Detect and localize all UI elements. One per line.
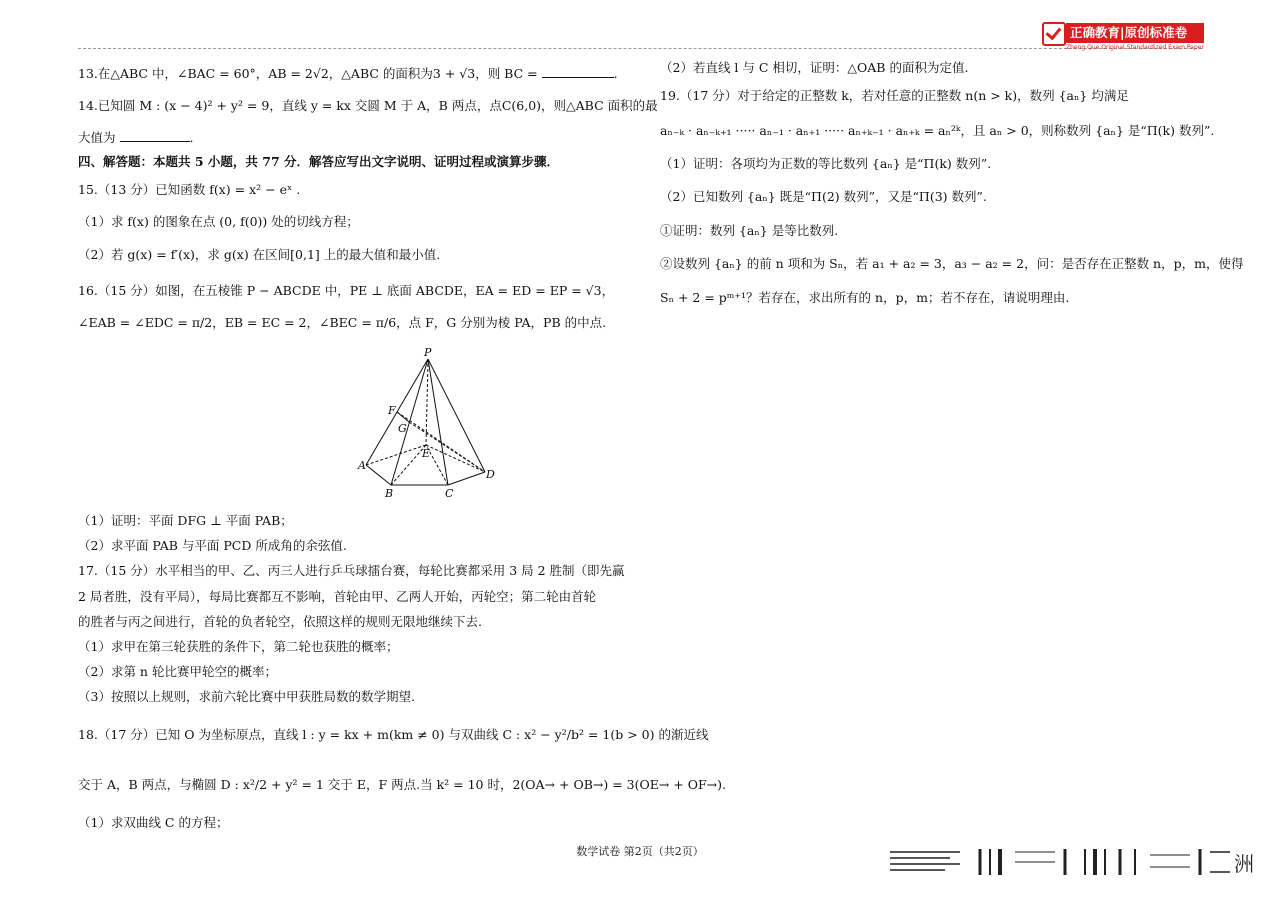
label-g: G [398,422,407,435]
question-17-cont2: 的胜者与丙之间进行，首轮的负者轮空，依照这样的规则无限地继续下去. [78,614,482,629]
question-19-part2-b: ②设数列 {aₙ} 的前 n 项和为 Sₙ，若 a₁ + a₂ = 3，a₃ − a₂ = 2，问：是否存在正整数 n，p，m，使得 [660,256,1244,271]
question-15: 15.（13 分）已知函数 f(x) = x² − eˣ . [78,182,301,197]
label-b: B [385,487,394,500]
answer-blank [120,130,190,142]
question-15-part2: （2）若 g(x) = f′(x)，求 g(x) 在区间[0,1] 上的最大值和最小值. [78,247,441,262]
question-16-cont: ∠EAB = ∠EDC = π/2，EB = EC = 2，∠BEC = π/6，点 F，G 分别为棱 PA，PB 的中点. [78,315,607,330]
question-17-part3: （3）按照以上规则，求前六轮比赛中甲获胜局数的数学期望. [78,689,415,704]
question-17-part1: （1）求甲在第三轮获胜的条件下，第二轮也获胜的概率； [78,639,399,654]
question-17-cont1: 2 局者胜，没有平局），每局比赛都互不影响，首轮由甲、乙两人开始，丙轮空；第二轮由首轮 [78,589,597,604]
question-18: 18.（17 分）已知 O 为坐标原点，直线 l : y = kx + m(km ≠ 0) 与双曲线 C : x² − y²/b² = 1(b > 0) 的渐近线 [78,727,709,742]
question-15-part1: （1）求 f(x) 的图象在点 (0, f(0)) 处的切线方程； [78,214,359,229]
answer-blank [542,66,614,78]
question-14: 14.已知圆 M : (x − 4)² + y² = 9，直线 y = kx 交圆 M 于 A，B 两点，点C(6,0)，则△ABC 面积的最 [78,98,658,113]
brand-subtitle: Zheng Que Original Standardized Exam Paper [1066,44,1204,51]
label-c: C [445,487,454,500]
label-p: P [424,346,432,359]
question-19: 19.（17 分）对于给定的正整数 k，若对任意的正整数 n(n > k)，数列 {aₙ} 均满足 [660,88,1129,103]
question-19-condition: aₙ₋ₖ · aₙ₋ₖ₊₁ ····· aₙ₋₁ · aₙ₊₁ ····· aₙ₊ₖ₋₁ · aₙ₊ₖ = aₙ²ᵏ，且 aₙ > 0，则称数列 {aₙ} 是“Π(k) 数列”. [660,123,1215,138]
question-18-part1: （1）求双曲线 C 的方程； [78,815,229,830]
section-heading: 四、解答题：本题共 5 小题，共 77 分．解答应写出文字说明、证明过程或演算步骤． [78,154,560,169]
label-a: A [358,459,366,472]
question-19-part1: （1）证明：各项均为正数的等比数列 {aₙ} 是“Π(k) 数列”. [660,156,992,171]
question-18-cont: 交于 A，B 两点，与椭圆 D : x²/2 + y² = 1 交于 E，F 两点.当 k² = 10 时，2(OA→ + OB→) = 3(OE→ + OF→). [78,777,726,792]
barcode-strip [890,847,1255,877]
question-17-part2: （2）求第 n 轮比赛甲轮空的概率； [78,664,277,679]
label-f: F [388,404,396,417]
question-16: 16.（15 分）如图，在五棱锥 P − ABCDE 中，PE ⊥ 底面 ABCDE，EA = ED = EP = √3， [78,283,615,298]
brand-title: 正确教育|原创标准卷 [1066,23,1204,43]
question-13: 13.在△ABC 中，∠BAC = 60°，AB = 2√2，△ABC 的面积为3 + √3，则 BC = . [78,66,618,81]
barcode-char: 洲 [1234,852,1254,876]
question-19-part2-c: Sₙ + 2 = pᵐ⁺¹？若存在，求出所有的 n，p，m；若不存在，请说明理由. [660,290,1070,305]
question-18-part2: （2）若直线 l 与 C 相切，证明：△OAB 的面积为定值. [660,60,969,75]
top-dashed-rule [78,48,1202,49]
page-footer: 数学试卷 第2页（共2页） [576,845,704,858]
question-14-cont: 大值为 . [78,130,194,145]
question-16-part1: （1）证明：平面 DFG ⊥ 平面 PAB； [78,513,293,528]
question-16-part2: （2）求平面 PAB 与平面 PCD 所成角的余弦值. [78,538,347,553]
brand-logo [1042,22,1204,50]
question-19-part2: （2）已知数列 {aₙ} 既是“Π(2) 数列”，又是“Π(3) 数列”. [660,189,987,204]
label-d: D [486,468,495,481]
pyramid-figure [356,345,501,505]
question-17: 17.（15 分）水平相当的甲、乙、丙三人进行乒乓球擂台赛，每轮比赛都采用 3 局 2 胜制（即先赢 [78,563,625,578]
label-e: E [422,447,431,460]
question-19-part2-a: ①证明：数列 {aₙ} 是等比数列. [660,223,839,238]
check-icon [1042,22,1066,46]
